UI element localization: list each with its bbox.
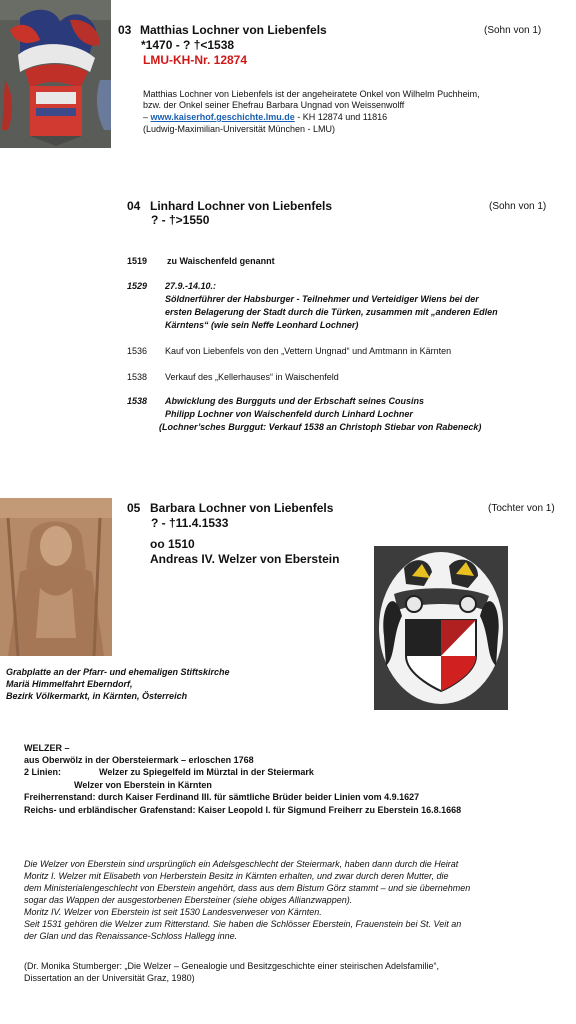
event-1529-line2: Söldnerführer der Habsburger - Teilnehmer und Verteidiger Wiens bei der xyxy=(165,294,479,304)
para-line7: der Glan und das Renaissance-Schloss Hallegg inne. xyxy=(24,931,238,941)
grave-caption-line1: Grabplatte an der Pfarr- und ehemaligen Stiftskirche xyxy=(6,667,230,677)
para-line3: dem Ministerialengeschlecht von Eberstein angehört, dass aus dem Bistum Görz stammt – und sie übernehmen xyxy=(24,883,471,893)
s03-name: Matthias Lochner von Liebenfels xyxy=(140,23,327,37)
s05-number: 05 xyxy=(127,501,141,515)
s03-text-line2: bzw. der Onkel seiner Ehefrau Barbara Ungnad von Weissenwolff xyxy=(143,100,405,110)
event-1529-line3: ersten Belagerung der Stadt durch die Türken, zusammen mit „anderen Edlen xyxy=(165,307,498,317)
event-1536-text: Kauf von Liebenfels von den „Vettern Ungnad“ und Amtmann in Kärnten xyxy=(165,346,452,356)
para-line2: Moritz I. Welzer mit Elisabeth von Herberstein Besitz in Kärnten erhalten, und zwar durch deren Mutter, die xyxy=(24,871,449,881)
grave-caption-line3: Bezirk Völkermarkt, in Kärnten, Österreich xyxy=(6,691,188,701)
event-1536-year: 1536 xyxy=(127,346,148,356)
s03-text-line4: (Ludwig-Maximilian-Universität München - LMU) xyxy=(143,124,336,134)
kaiserhof-link[interactable]: www.kaiserhof.geschichte.lmu.de xyxy=(150,112,295,122)
event-1519-text: zu Waischenfeld genannt xyxy=(167,256,275,266)
s03-text-line1: Matthias Lochner von Liebenfels ist der angeheiratete Onkel von Wilhelm Puchheim, xyxy=(143,89,480,99)
s05-spouse: Andreas IV. Welzer von Eberstein xyxy=(150,552,340,566)
s05-dates: ? - †11.4.1533 xyxy=(151,516,229,530)
event-1538b-year: 1538 xyxy=(127,396,148,406)
s03-kh-numbers: - KH 12874 und 11816 xyxy=(297,112,388,122)
welzer-origin: aus Oberwölz in der Obersteiermark – erloschen 1768 xyxy=(24,755,254,765)
event-1529-line1: 27.9.-14.10.: xyxy=(165,281,217,291)
s05-marriage: oo 1510 xyxy=(150,537,195,551)
event-1529-line4: Kärntens“ (wie sein Neffe Leonhard Lochner) xyxy=(165,320,359,330)
event-1529-year: 1529 xyxy=(127,281,148,291)
coat-of-arms-lochner-image xyxy=(0,0,111,148)
welzer-line-spiegelfeld: Welzer zu Spiegelfeld im Mürztal in der Steiermark xyxy=(99,767,314,777)
s04-relation: (Sohn von 1) xyxy=(489,201,547,212)
s03-relation: (Sohn von 1) xyxy=(484,25,542,36)
s04-dates: ? - †>1550 xyxy=(151,213,210,227)
welzer-heading: WELZER – xyxy=(24,743,70,753)
alliance-coat-of-arms-image xyxy=(374,546,508,710)
s05-relation: (Tochter von 1) xyxy=(488,503,555,514)
welzer-freiherrenstand: Freiherrenstand: durch Kaiser Ferdinand III. für sämtliche Brüder beider Linien vom 4.9.1627 xyxy=(24,792,420,802)
welzer-line-eberstein: Welzer von Eberstein in Kärnten xyxy=(74,780,212,790)
event-1538b-line3: (Lochner’sches Burggut: Verkauf 1538 an Christoph Stiebar von Rabeneck) xyxy=(159,422,482,432)
s04-name: Linhard Lochner von Liebenfels xyxy=(150,199,333,213)
para-line5: Moritz IV. Welzer von Eberstein ist seit 1530 Landesverweser von Kärnten. xyxy=(24,907,322,917)
citation-line1: (Dr. Monika Stumberger: „Die Welzer – Genealogie und Besitzgeschichte einer steirischen Adelsfamilie“, xyxy=(24,961,440,971)
s03-dash: – xyxy=(143,112,149,122)
s03-number: 03 xyxy=(118,23,132,37)
para-line4: sogar das Wappen der ausgestorbenen Ebersteiner (siehe obiges Allianzwappen). xyxy=(24,895,353,905)
event-1538a-year: 1538 xyxy=(127,372,148,382)
event-1538b-line2: Philipp Lochner von Waischenfeld durch Linhard Lochner xyxy=(165,409,413,419)
s05-name: Barbara Lochner von Liebenfels xyxy=(150,501,334,515)
event-1519-year: 1519 xyxy=(127,256,148,266)
grave-caption-line2: Mariä Himmelfahrt Eberndorf, xyxy=(6,679,133,689)
s03-dates: *1470 - ? †<1538 xyxy=(141,38,235,52)
welzer-lines-label: 2 Linien: xyxy=(24,767,62,777)
event-1538a-text: Verkauf des „Kellerhauses“ in Waischenfeld xyxy=(165,372,339,382)
welzer-grafenstand: Reichs- und erbländischer Grafenstand: Kaiser Leopold I. für Sigmund Freiherr zu Eberstein 16.8.1668 xyxy=(24,805,462,815)
s04-number: 04 xyxy=(127,199,141,213)
citation-line2: Dissertation an der Universität Graz, 1980) xyxy=(24,973,195,983)
s03-text-line3 xyxy=(143,112,387,123)
para-line1: Die Welzer von Eberstein sind ursprünglich ein Adelsgeschlecht der Steiermark, haben dann durch die Heirat xyxy=(24,859,459,869)
event-1538b-line1: Abwicklung des Burgguts und der Erbschaft seines Cousins xyxy=(165,396,425,406)
grave-slab-image xyxy=(0,498,112,656)
para-line6: Seit 1531 gehören die Welzer zum Ritterstand. Sie haben die Schlösser Eberstein, Frauenstein bei St. Veit an xyxy=(24,919,462,929)
s03-lmu-number: LMU-KH-Nr. 12874 xyxy=(143,53,248,67)
